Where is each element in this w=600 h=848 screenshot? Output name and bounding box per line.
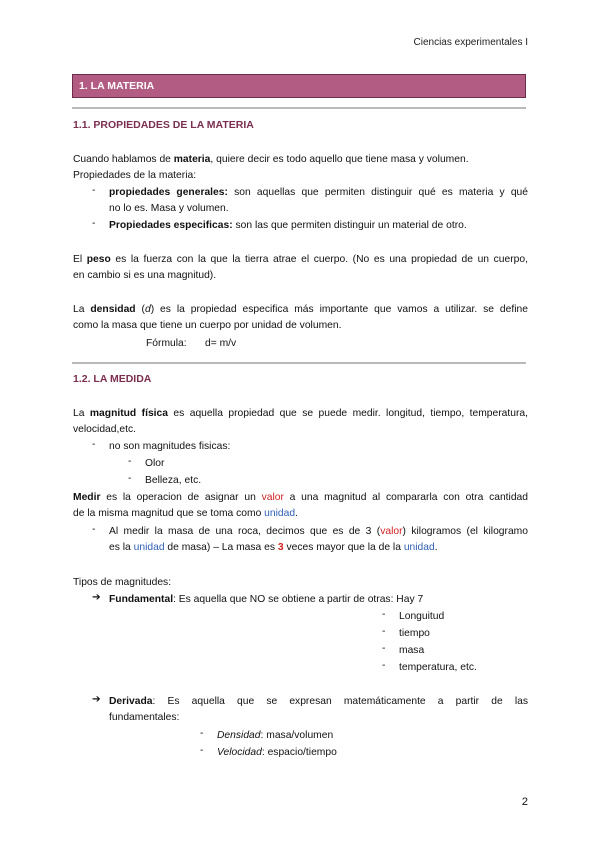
- text: : Es aquella que NO se obtiene a partir de otras: Hay 7: [173, 594, 424, 605]
- text: (: [135, 304, 145, 315]
- text: son las que permiten distinguir un material de otro.: [232, 220, 467, 231]
- paragraph-line: [73, 506, 528, 522]
- text: es la operacion de asignar un: [100, 492, 262, 503]
- bullet-dash: -: [128, 473, 132, 484]
- term-valor: valor: [380, 526, 403, 537]
- text: a una magnitud al compararla con otra cantidad: [283, 492, 528, 503]
- bullet-dash: -: [92, 218, 96, 229]
- list-item: temperatura, etc.: [399, 662, 477, 673]
- text: .: [434, 542, 438, 553]
- bullet-dash: -: [92, 439, 96, 450]
- paragraph-medir: [73, 490, 528, 506]
- term: propiedades generales:: [109, 187, 228, 198]
- paragraph-line: velocidad,etc.: [73, 424, 136, 435]
- list-item: Longuitud: [399, 611, 445, 622]
- text: ) es la propiedad especifica más importante que vamos a utilizar. se define: [150, 304, 528, 315]
- bullet-fundamental: [109, 592, 564, 608]
- list-item: Olor: [145, 458, 165, 469]
- bullet-dash: -: [200, 728, 204, 739]
- bullet-continuation: no lo es. Masa y volumen.: [109, 203, 229, 214]
- text: , quiere decir es todo aquello que tiene masa y volumen.: [210, 154, 469, 165]
- bullet-dash: -: [200, 745, 204, 756]
- text: es la: [109, 542, 134, 553]
- term-medir: Medir: [73, 492, 101, 503]
- text: El: [73, 254, 87, 265]
- text: de la misma magnitud que se toma como: [73, 508, 265, 519]
- term-unidad: unidad: [264, 508, 296, 519]
- list-item-densidad: [217, 728, 600, 744]
- bullet-continuation: [109, 540, 564, 556]
- text: La: [73, 304, 91, 315]
- text: : espacio/tiempo: [261, 747, 337, 758]
- text: .: [295, 508, 298, 519]
- paragraph-line: en cambio si es una magnitud).: [73, 270, 217, 281]
- arrow-right-icon: ➔: [92, 694, 101, 705]
- term-derivada: Derivada: [109, 696, 153, 707]
- paragraph-tipos: Tipos de magnitudes:: [73, 577, 172, 588]
- divider: [72, 107, 526, 109]
- list-item: Belleza, etc.: [145, 475, 202, 486]
- term-magnitud-fisica: magnitud física: [89, 408, 168, 419]
- bullet-ejemplo: [109, 524, 528, 540]
- text: La: [73, 408, 90, 419]
- paragraph-peso: [73, 252, 528, 268]
- paragraph-materia: [73, 152, 528, 168]
- term: Velocidad: [217, 747, 262, 758]
- term: Propiedades especificas:: [109, 220, 233, 231]
- text: es la fuerza con la que la tierra atrae el cuerpo. (No es una propiedad de un cuerpo,: [110, 254, 528, 265]
- bullet-dash: -: [382, 660, 386, 671]
- text: son aquellas que permiten distinguir qué es materia y qué: [227, 187, 529, 198]
- term-fundamental: Fundamental: [109, 594, 174, 605]
- page-number: 2: [521, 796, 528, 808]
- bullet-no-son: no son magnitudes fisicas:: [109, 441, 231, 452]
- term-peso: peso: [86, 254, 111, 265]
- text: de masa) – La masa es: [164, 542, 278, 553]
- paragraph-magnitud: [73, 406, 528, 422]
- divider: [72, 362, 526, 364]
- paragraph-densidad: [73, 302, 528, 318]
- list-item: masa: [399, 645, 425, 656]
- paragraph-line: como la masa que tiene un cuerpo por unidad de volumen.: [73, 320, 342, 331]
- term-unidad: unidad: [133, 542, 165, 553]
- subsection-title: 1.1. PROPIEDADES DE LA MATERIA: [73, 119, 254, 131]
- bullet-dash: -: [92, 524, 96, 535]
- bullet-propiedades-especificas: [109, 218, 564, 234]
- term-valor: valor: [261, 492, 284, 503]
- number-3: 3: [277, 542, 284, 553]
- list-item: tiempo: [399, 628, 430, 639]
- formula: d= m/v: [205, 338, 237, 349]
- bullet-dash: -: [382, 643, 386, 654]
- term-materia: materia: [173, 154, 211, 165]
- text: Al medir la masa de una roca, decimos que es de 3 (: [109, 526, 381, 537]
- bullet-continuation: fundamentales:: [109, 712, 180, 723]
- bullet-dash: -: [92, 185, 96, 196]
- formula-label: Fórmula:: [146, 338, 187, 349]
- text: : masa/volumen: [260, 730, 334, 741]
- bullet-derivada: [109, 694, 528, 710]
- term-densidad: densidad: [90, 304, 136, 315]
- text: ) kilogramos (el kilogramo: [402, 526, 528, 537]
- bullet-dash: -: [382, 626, 386, 637]
- bullet-propiedades-generales: [109, 185, 528, 201]
- subsection-title: 1.2. LA MEDIDA: [73, 373, 152, 385]
- term-unidad: unidad: [403, 542, 435, 553]
- term: Densidad: [217, 730, 261, 741]
- arrow-right-icon: ➔: [92, 592, 101, 603]
- text: : Es aquella que se expresan matemáticamente a partir de las: [152, 696, 528, 707]
- bullet-dash: -: [128, 456, 132, 467]
- paragraph-line: Propiedades de la materia:: [73, 170, 197, 181]
- list-item-velocidad: [217, 745, 600, 761]
- bullet-dash: -: [382, 609, 386, 620]
- text: es aquella propiedad que se puede medir. longitud, tiempo, temperatura,: [167, 408, 528, 419]
- text: Cuando hablamos de: [73, 154, 174, 165]
- section-title-bar: 1. LA MATERIA: [72, 74, 526, 98]
- symbol-d: d: [144, 304, 151, 315]
- text: veces mayor que la de la: [283, 542, 404, 553]
- running-header: Ciencias experimentales I: [413, 37, 528, 48]
